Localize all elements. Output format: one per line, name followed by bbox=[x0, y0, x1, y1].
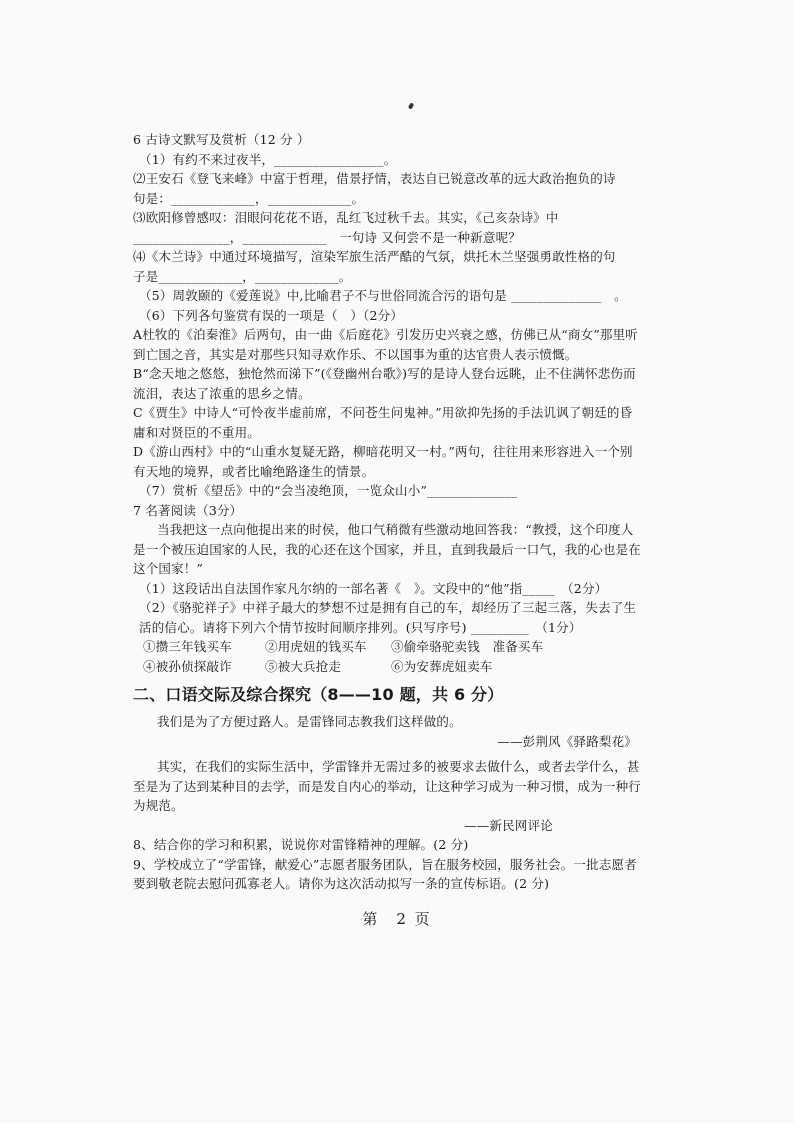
q6-option-a: A杜牧的《泊秦淮》后两句，由一曲《后庭花》引发历史兴衰之感，仿佛已从“商女”那里听到亡国之音，其实是对那些只知寻欢作乐、不以国事为重的达官贵人表示愤慨。 bbox=[133, 327, 639, 362]
plot-item: ③偷牵骆驼卖钱 准备买车 bbox=[391, 639, 544, 654]
q7-passage: 当我把这一点向他提出来的时侯，他口气稍微有些激动地回答我：“教授，这个印度人是一个被压迫国家的人民，我的心还在这个国家，并且，直到我最后一口气，我的心也是在这个国家！” bbox=[133, 522, 642, 576]
page-number: 第 2 页 bbox=[362, 910, 432, 928]
page-content bbox=[133, 130, 643, 894]
q6-option-d: D《游山西村》中的“山重水复疑无路，柳暗花明又一村。”两句，往往用来形容进入一个别有天地的境界，或者比喻绝路逢生的情景。 bbox=[133, 444, 633, 479]
q7-title: 7 名著阅读（3分） bbox=[133, 502, 243, 518]
q6-item-4a: ⑷《木兰诗》中通过环境描写，渲染军旅生活严酷的气氛，烘托木兰坚强勇敢性格的句 bbox=[133, 249, 616, 264]
q7-sub-1: （1）这段话出自法国作家凡尔纳的一部名著《 》。文段中的“他”指_____ （2分） bbox=[139, 580, 608, 596]
q6-item-2a: ⑵王安石《登飞来峰》中富于哲理，借景抒情，表达自已锐意改革的远大政治抱负的诗 bbox=[133, 171, 616, 186]
q6-title: 6 古诗文默写及赏析（12 分 ） bbox=[133, 132, 310, 147]
q6-item-5: （5）周敦颐的《爱莲说》中,比喻君子不与世俗同流合污的语句是 ______________ 。 bbox=[139, 288, 627, 303]
q6-item-4b: 子是_____________，_____________。 bbox=[133, 268, 352, 284]
q6-item-3a: ⑶欧阳修曾感叹：泪眼问花花不语，乱红飞过秋千去。其实，《己亥杂诗》中 bbox=[133, 210, 559, 225]
plot-item: ④被孙侦探敲诈 bbox=[143, 658, 232, 674]
plot-item: ⑤被大兵抢走 bbox=[265, 658, 342, 674]
q6-item-7: （7）赏析《望岳》中的“会当凌绝顶，一览众山小”______________ bbox=[139, 483, 518, 498]
q6-item-2b: 句是：_____________，_____________。 bbox=[133, 190, 365, 206]
quote-2: 其实，在我们的实际生活中，学雷锋并无需过多的被要求去做什么，或者去学什么，甚至是为了达到某种目的去学，而是发自内心的举动，让这种学习成为一种习惯，成为一种行为规范。 bbox=[133, 759, 642, 813]
q7-plot-items-row1 bbox=[133, 637, 643, 657]
plot-item: ⑥为安葬虎妞卖车 bbox=[391, 658, 493, 674]
scan-speck bbox=[408, 102, 414, 109]
question-8: 8、结合你的学习和积累，说说你对雷锋精神的理解。(2 分) bbox=[133, 837, 469, 852]
question-9: 9、学校成立了“学雷锋，献爱心”志愿者服务团队，旨在服务校园，服务社会。一批志愿者要到敬老院去慰问孤寡老人。请你为这次活动拟写一条的宣传标语。(2 分) bbox=[133, 856, 637, 891]
q6-item-1: （1）有约不来过夜半，_________________。 bbox=[139, 151, 397, 167]
plot-item: ①攒三年钱买车 bbox=[143, 639, 232, 654]
q6-item-3b: _______________，_____________ 一句诗 又何尝不是一种新意呢？ bbox=[133, 229, 521, 245]
q6-item-6: （6）下列各句鉴赏有误的一项是（ ）（2分） bbox=[139, 307, 404, 323]
q7-plot-items-row2 bbox=[133, 657, 643, 677]
q6-option-c: C《贾生》中诗人“可怜夜半虚前席，不问苍生问鬼神。”用欲抑先扬的手法讥讽了朝廷的昏庸和对贤臣的不重用。 bbox=[133, 405, 633, 440]
q7-sub-2: （2）《骆驼祥子》中祥子最大的梦想不过是拥有自己的车，却经历了三起三落，失去了生活的信心。请将下列六个情节按时间顺序排列。(只写序号) _________ （1分） bbox=[139, 600, 637, 635]
quote-2-source: ——新民网评论 bbox=[464, 817, 553, 833]
quote-1-source: ——彭荆风《驿路梨花》 bbox=[497, 733, 637, 749]
plot-item: ②用虎妞的钱买车 bbox=[265, 639, 367, 654]
section-2-title: 二、口语交际及综合探究（8——10 题，共 6 分） bbox=[133, 685, 504, 704]
q6-option-b: B“念天地之悠悠，独怆然而涕下”(《登幽州台歌》)写的是诗人登台远眺，止不住满怀悲伤而流泪，表达了浓重的思乡之情。 bbox=[133, 366, 636, 401]
quote-1: 我们是为了方便过路人。是雷锋同志教我们这样做的。 bbox=[157, 714, 462, 729]
